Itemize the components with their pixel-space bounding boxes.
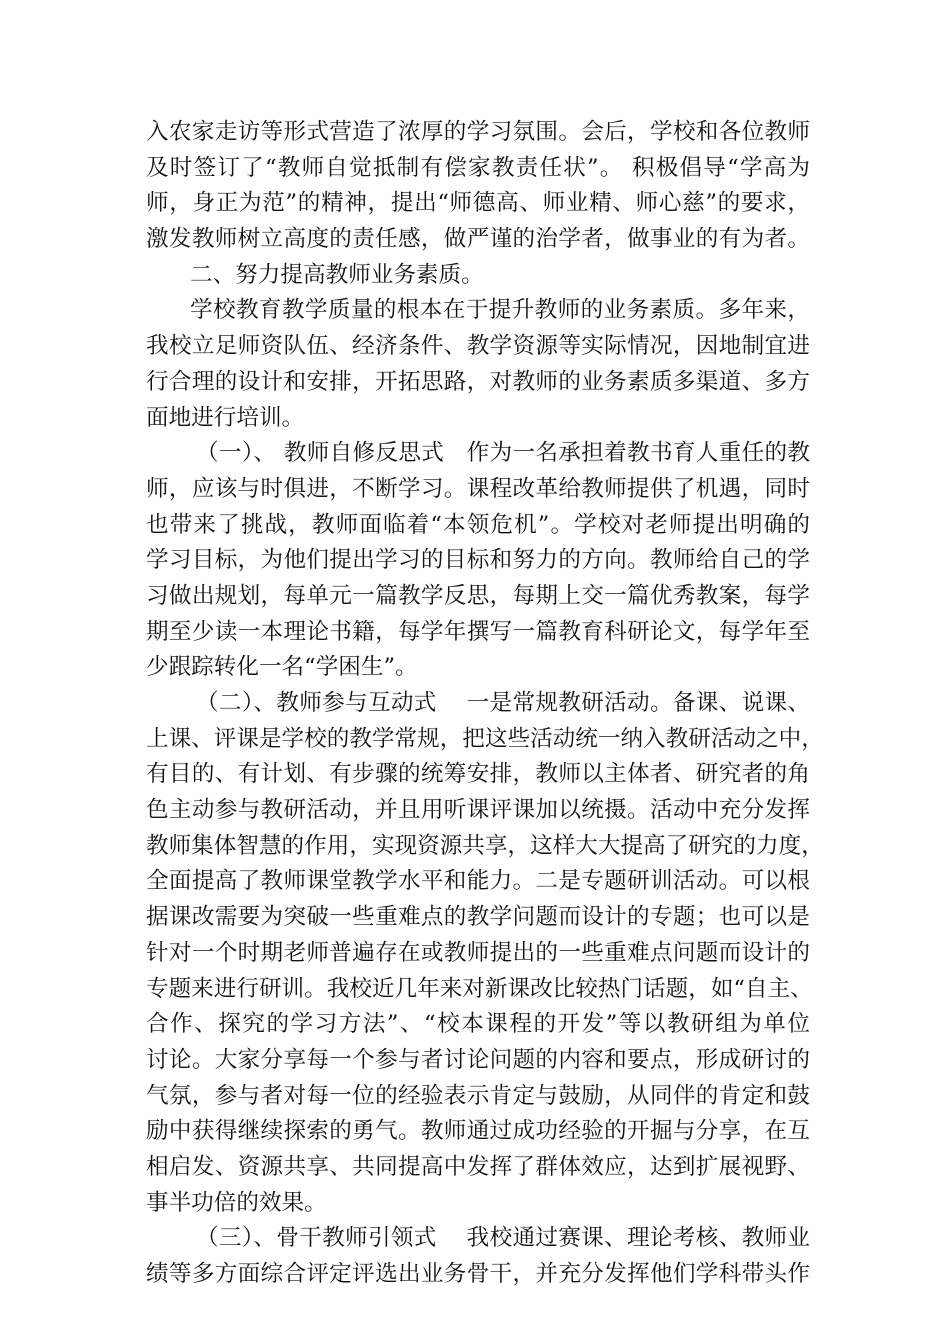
text-line: 据课改需要为突破一些重难点的教学问题而设计的专题；也可以是 xyxy=(146,904,810,931)
text-line: 学校教育教学质量的根本在于提升教师的业务素质。多年来， xyxy=(190,297,810,324)
text-line: 我校立足师资队伍、经济条件、教学资源等实际情况，因地制宜进 xyxy=(146,333,810,360)
text-line: 绩等多方面综合评定评选出业务骨干，并充分发挥他们学科带头作 xyxy=(146,1261,810,1287)
text-line: 相启发、资源共享、共同提高中发挥了群体效应，达到扩展视野、 xyxy=(146,1153,810,1180)
text-line: 全面提高了教师课堂教学水平和能力。二是专题研训活动。可以根 xyxy=(146,868,810,895)
subsection-heading-line: （三）、骨干教师引领式 我校通过赛课、理论考核、教师业 xyxy=(196,1225,810,1252)
section-heading: 二、努力提高教师业务素质。 xyxy=(190,261,484,288)
body-text xyxy=(146,115,824,1293)
text-line: 少跟踪转化一名“学困生”。 xyxy=(146,654,418,681)
text-line: 上课、评课是学校的教学常规，把这些活动统一纳入教研活动之中， xyxy=(146,725,824,752)
text-line: 针对一个时期老师普遍存在或教师提出的一些重难点问题而设计的 xyxy=(146,939,810,966)
text-line: 教师集体智慧的作用，实现资源共享，这样大大提高了研究的力度， xyxy=(146,832,824,859)
text-line: 行合理的设计和安排，开拓思路，对教师的业务素质多渠道、多方 xyxy=(146,368,810,395)
text-line: 事半功倍的效果。 xyxy=(146,1189,327,1216)
text-line: 面地进行培训。 xyxy=(146,404,305,431)
text-line: 习做出规划，每单元一篇教学反思，每期上交一篇优秀教案，每学 xyxy=(146,582,810,609)
text-line: 激发教师树立高度的责任感，做严谨的治学者，做事业的有为者。 xyxy=(146,226,810,253)
subsection-heading-line: （二）、教师参与互动式 一是常规教研活动。备课、说课、 xyxy=(196,690,810,716)
text-line: 合作、探究的学习方法”、“校本课程的开发”等以教研组为单位 xyxy=(146,1011,810,1038)
text-line: 气氛，参与者对每一位的经验表示肯定与鼓励，从同伴的肯定和鼓 xyxy=(146,1082,810,1109)
text-line: 期至少读一本理论书籍，每学年撰写一篇教育科研论文，每学年至 xyxy=(146,618,810,645)
text-line: 有目的、有计划、有步骤的统筹安排，教师以主体者、研究者的角 xyxy=(146,761,810,788)
subsection-heading-line: （一）、 教师自修反思式 作为一名承担着教书育人重任的教 xyxy=(196,440,810,467)
text-line: 学习目标，为他们提出学习的目标和努力的方向。教师给自己的学 xyxy=(146,547,810,574)
text-line: 色主动参与教研活动，并且用听课评课加以统摄。活动中充分发挥 xyxy=(146,797,810,824)
text-line: 师，身正为范”的精神，提出“师德高、师业精、师心慈”的要求， xyxy=(146,190,810,217)
text-line: 师，应该与时俱进，不断学习。课程改革给教师提供了机遇，同时 xyxy=(146,475,810,502)
text-line: 励中获得继续探索的勇气。教师通过成功经验的开掘与分享，在互 xyxy=(146,1118,810,1145)
text-line: 也带来了挑战，教师面临着“本领危机”。学校对老师提出明确的 xyxy=(146,511,810,538)
text-line: 专题来进行研训。我校近几年来对新课改比较热门话题，如“自主、 xyxy=(146,975,813,1002)
text-line: 讨论。大家分享每一个参与者讨论问题的内容和要点，形成研讨的 xyxy=(146,1046,810,1073)
text-line: 及时签订了“教师自觉抵制有偿家教责任状”。 积极倡导“学高为 xyxy=(146,154,810,181)
text-line: 入农家走访等形式营造了浓厚的学习氛围。会后，学校和各位教师 xyxy=(146,119,810,145)
